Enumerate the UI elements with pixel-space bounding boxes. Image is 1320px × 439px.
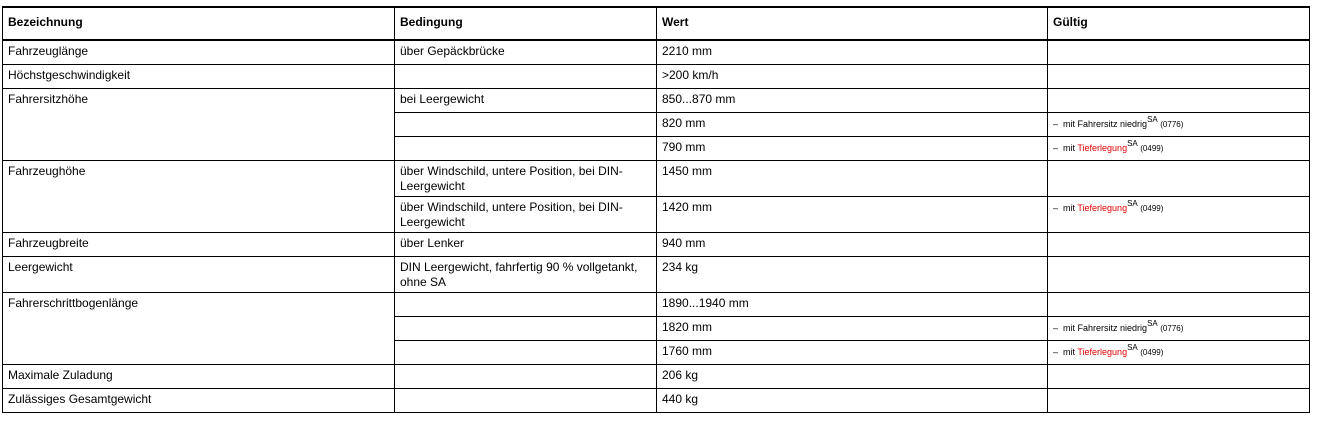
cell-wert: 1820 mm [657,317,1048,341]
option-code: (0499) [1140,204,1164,213]
cell-bezeichnung: Maximale Zuladung [3,365,395,389]
cell-wert: 820 mm [657,113,1048,137]
cell-wert: 1450 mm [657,161,1048,197]
validity-note [1053,115,1184,129]
validity-note [1053,343,1164,357]
cell-wert: 1420 mm [657,197,1048,233]
table-row [3,40,1310,65]
cell-wert: 850...870 mm [657,89,1048,113]
cell-bedingung: über Windschild, untere Position, bei DIN-Leergewicht [395,197,657,233]
cell-gueltig [1048,137,1310,161]
table-row [3,293,1310,317]
option-code: (0776) [1160,324,1184,333]
dash: – [1053,143,1059,153]
cell-bezeichnung: Fahrzeuglänge [3,40,395,65]
cell-bedingung [395,317,657,341]
header-row [3,7,1310,40]
header-wert: Wert [657,7,1048,40]
cell-gueltig [1048,365,1310,389]
option-code: (0499) [1140,144,1164,153]
cell-wert: 440 kg [657,389,1048,413]
cell-wert: 940 mm [657,233,1048,257]
table-row [3,161,1310,197]
option-code: (0776) [1160,120,1184,129]
dash: – [1053,119,1059,129]
table-row [3,65,1310,89]
validity-text: mit [1063,203,1076,213]
validity-text: mit Fahrersitz niedrig [1063,323,1148,333]
tieferlegung-link[interactable]: Tieferlegung [1077,347,1128,357]
cell-gueltig [1048,257,1310,293]
table-row [3,233,1310,257]
validity-note [1053,199,1164,213]
validity-text: mit [1063,347,1076,357]
cell-gueltig [1048,233,1310,257]
cell-bedingung: über Lenker [395,233,657,257]
cell-gueltig [1048,113,1310,137]
cell-gueltig [1048,341,1310,365]
cell-bezeichnung: Leergewicht [3,257,395,293]
cell-wert: 790 mm [657,137,1048,161]
cell-wert: >200 km/h [657,65,1048,89]
validity-note [1053,139,1164,153]
spec-table-container [2,6,1310,413]
cell-gueltig [1048,197,1310,233]
validity-note [1053,319,1184,333]
cell-gueltig [1048,317,1310,341]
table-row [3,89,1310,113]
dash: – [1053,323,1059,333]
cell-bedingung: über Gepäckbrücke [395,40,657,65]
cell-bedingung [395,113,657,137]
cell-wert: 1760 mm [657,341,1048,365]
cell-gueltig [1048,65,1310,89]
cell-bezeichnung: Zulässiges Gesamtgewicht [3,389,395,413]
sa-superscript: SA [1127,343,1138,352]
cell-bedingung: DIN Leergewicht, fahrfertig 90 % vollgetankt, ohne SA [395,257,657,293]
cell-gueltig [1048,293,1310,317]
option-code: (0499) [1140,348,1164,357]
tieferlegung-link[interactable]: Tieferlegung [1077,143,1128,153]
cell-wert: 2210 mm [657,40,1048,65]
cell-bedingung: bei Leergewicht [395,89,657,113]
table-row [3,365,1310,389]
cell-wert: 1890...1940 mm [657,293,1048,317]
sa-superscript: SA [1127,139,1138,148]
cell-bedingung [395,137,657,161]
cell-gueltig [1048,89,1310,113]
header-gueltig: Gültig [1048,7,1310,40]
cell-gueltig [1048,40,1310,65]
cell-bedingung [395,65,657,89]
cell-bedingung [395,341,657,365]
sa-superscript: SA [1147,319,1158,328]
sa-superscript: SA [1147,115,1158,124]
validity-text: mit [1063,143,1076,153]
cell-bedingung [395,365,657,389]
sa-superscript: SA [1127,199,1138,208]
table-row [3,257,1310,293]
dash: – [1053,347,1059,357]
cell-bezeichnung: Höchstgeschwindigkeit [3,65,395,89]
table-row [3,389,1310,413]
tieferlegung-link[interactable]: Tieferlegung [1077,203,1128,213]
cell-bezeichnung: Fahrerschrittbogenlänge [3,293,395,365]
spec-table [2,6,1310,413]
cell-bezeichnung: Fahrzeughöhe [3,161,395,233]
header-bezeichnung: Bezeichnung [3,7,395,40]
dash: – [1053,203,1059,213]
cell-bedingung: über Windschild, untere Position, bei DIN-Leergewicht [395,161,657,197]
validity-text: mit Fahrersitz niedrig [1063,119,1148,129]
header-bedingung: Bedingung [395,7,657,40]
cell-bedingung [395,389,657,413]
cell-bezeichnung: Fahrzeugbreite [3,233,395,257]
cell-wert: 234 kg [657,257,1048,293]
cell-gueltig [1048,161,1310,197]
cell-wert: 206 kg [657,365,1048,389]
cell-bedingung [395,293,657,317]
cell-gueltig [1048,389,1310,413]
cell-bezeichnung: Fahrersitzhöhe [3,89,395,161]
